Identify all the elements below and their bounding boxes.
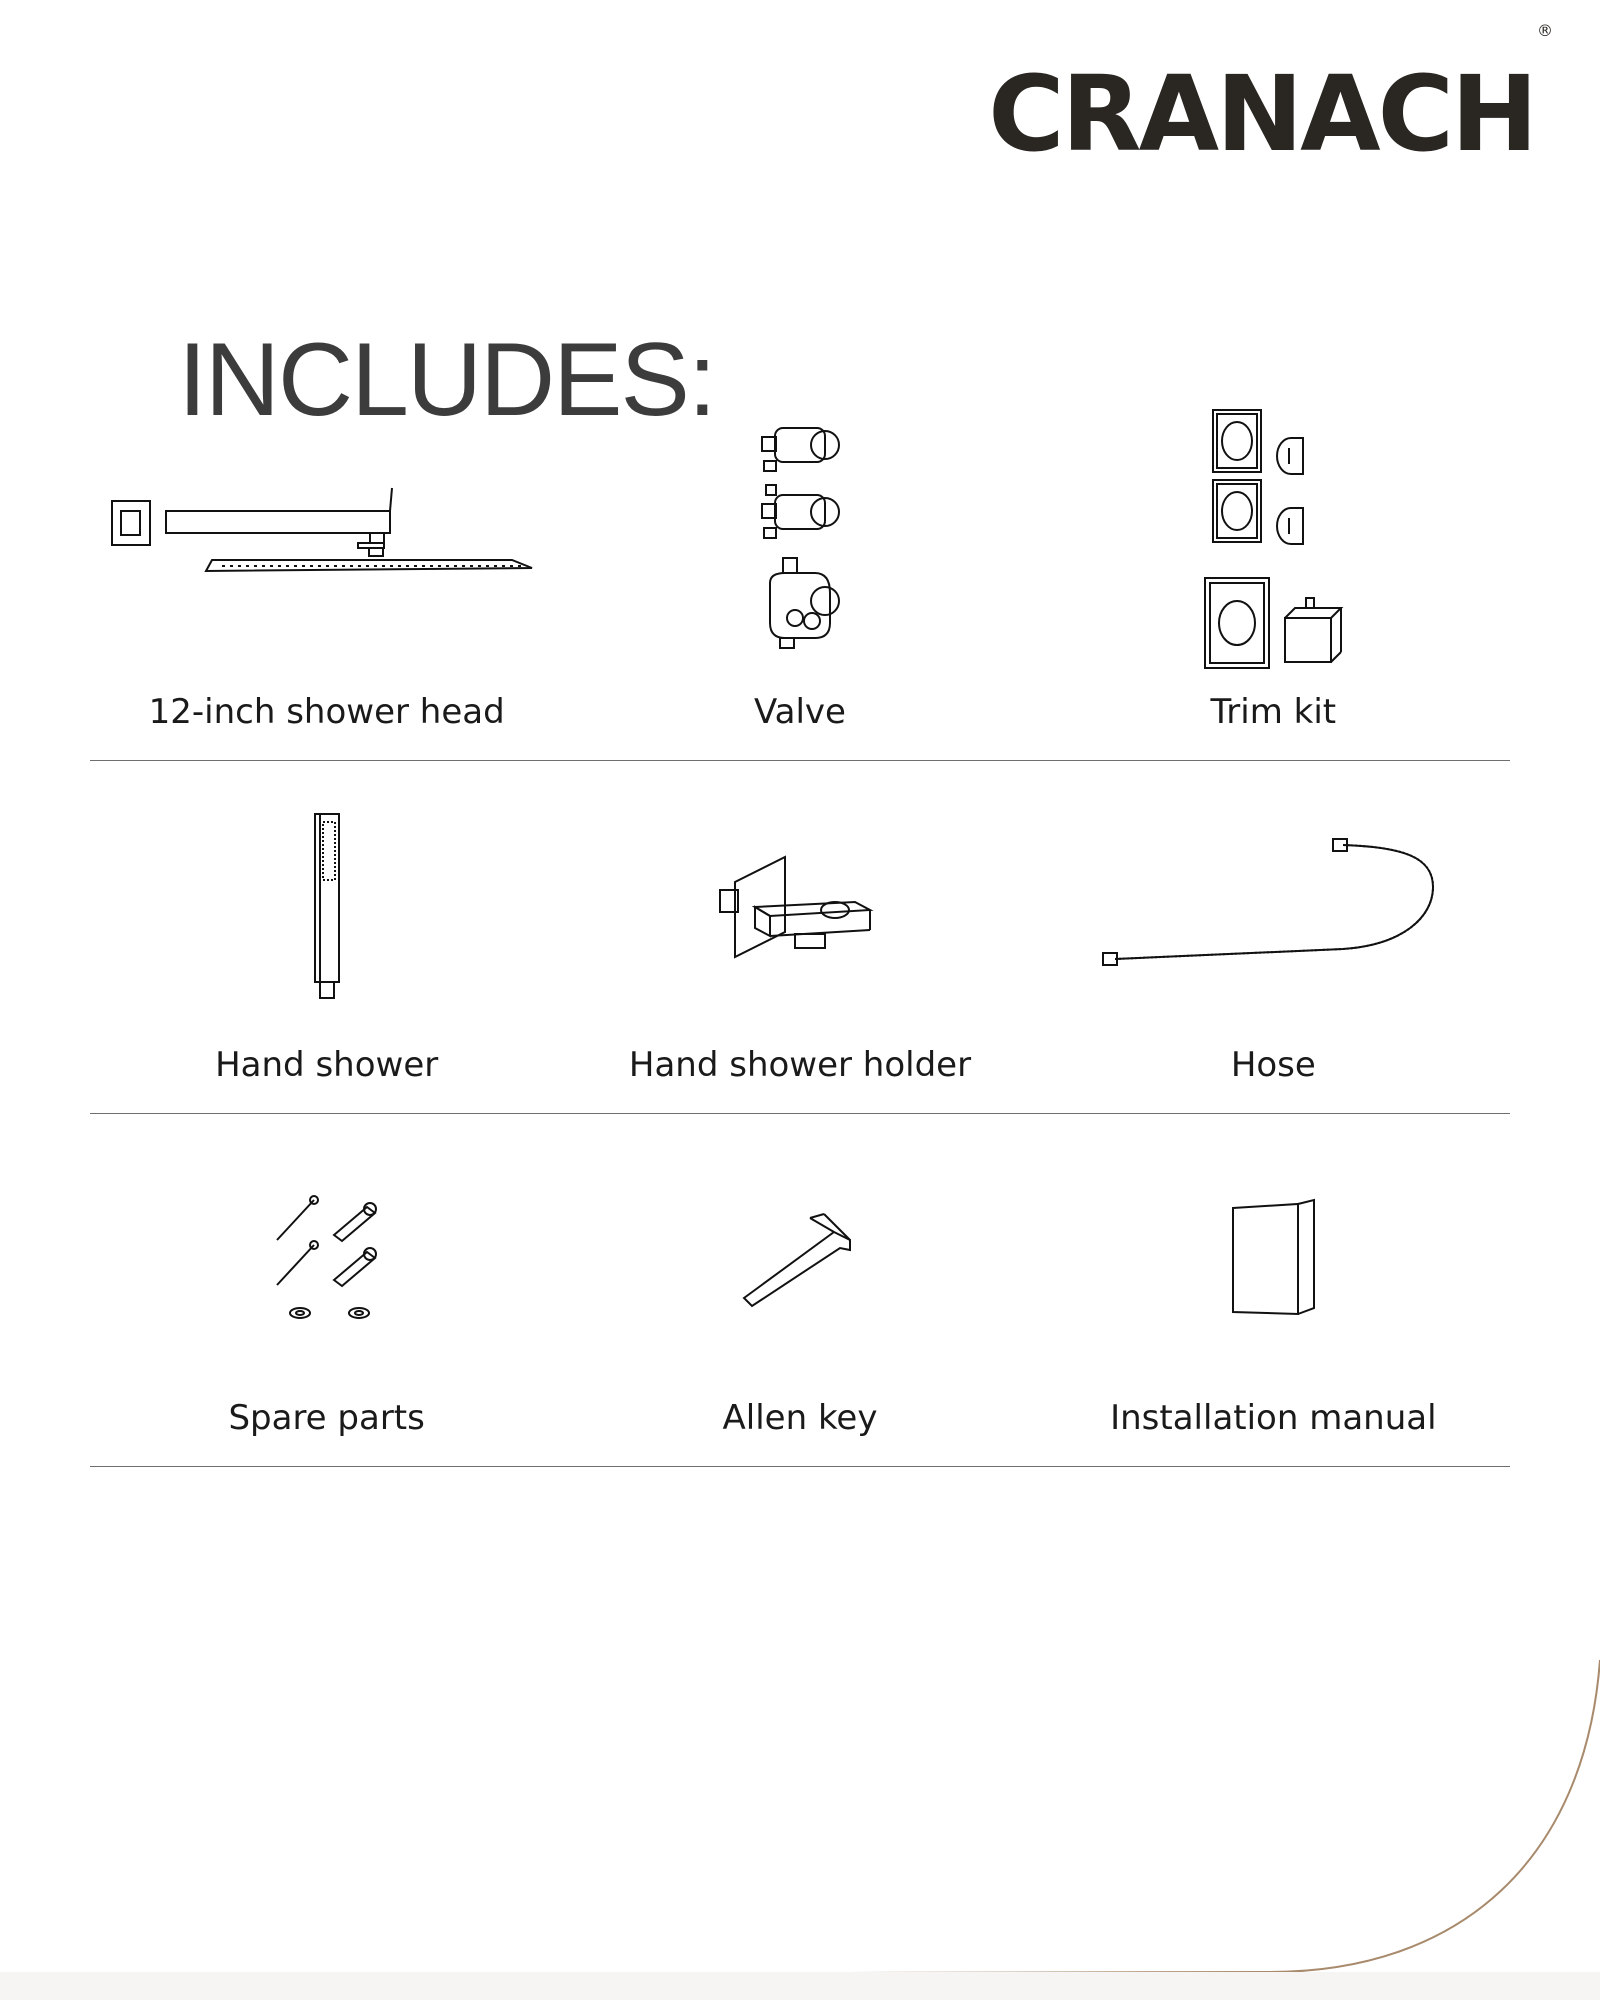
item-label: Hose xyxy=(1230,1045,1316,1085)
item-label: Installation manual xyxy=(1110,1398,1437,1438)
item-label: Hand shower xyxy=(215,1045,439,1085)
item-label: Spare parts xyxy=(228,1398,425,1438)
item-label: 12-inch shower head xyxy=(148,692,505,732)
item-label: Allen key xyxy=(722,1398,878,1438)
item-label: Hand shower holder xyxy=(628,1045,972,1085)
brand-logo: CRANACH® xyxy=(988,21,1550,175)
item-label: Trim kit xyxy=(1210,692,1337,732)
item-label: Valve xyxy=(754,692,846,732)
footer-band xyxy=(0,1972,1600,2000)
page-title: INCLUDES: xyxy=(178,321,715,438)
